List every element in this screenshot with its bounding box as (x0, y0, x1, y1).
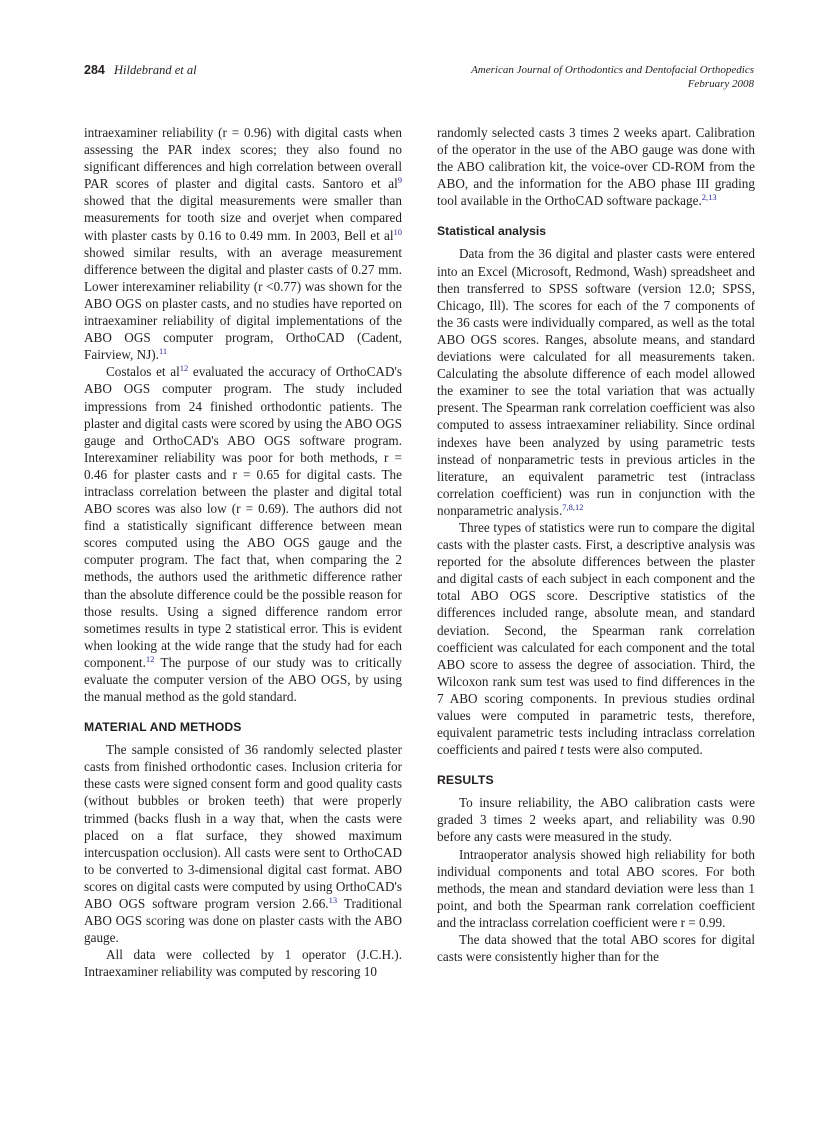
citation-link[interactable]: 7,8,12 (562, 501, 584, 512)
page-number: 284 (84, 63, 105, 77)
citation-link[interactable]: 13 (328, 895, 338, 906)
running-header-right (471, 63, 754, 91)
paragraph: intraexaminer reliability (r = 0.96) with digital casts when assessing the PAR index scores; they also found no significant differences and high correlation between overall PAR scores of plaster and digital casts. Santoro et $al^9$ showed that the digital measurements were smaller than measurements for tooth size and overjet when compared with plaster casts by 0.16 to 0.49 mm. In 2003, Bell et $al^{10}$ showed similar results, with an average measurement difference between the digital and plaster casts of 0.27 mm. Lower interexaminer reliability (r <0.77) was shown for the ABO OGS on plaster casts, and no studies have reported on intraexaminer reliability of digital implementations of the ABO OGS computer program, OrthoCAD (Cadent, Fairview, NJ).$^{11}$ (84, 125, 402, 363)
citation-link[interactable]: 12 (145, 653, 155, 664)
paragraph: Costalos et $al^{12}$ evaluated the accuracy of OrthoCAD's ABO OGS computer program. The study included impressions from 24 finished orthodontic patients. The plaster and digital casts were scored by using the ABO OGS gauge and OrthoCAD's ABO OGS software program. Interexaminer reliability was poor for both methods, r = 0.46 for plaster casts and r = 0.65 for digital casts. The intraclass correlation between the plaster and digital total ABO scores was also low (r = 0.69). The authors did not find a statistically significant difference between mean scores computed using the ABO OGS gauge and the computer program. The fact that, when comparing the 2 methods, the authors used the arithmetic difference rather than the absolute difference could be the possible reason for those results. Using a signed difference random error sometimes results in type 2 statistical error. This is evident when looking at the wide range that the study had for each component.$^{12}$ The purpose of our study was to critically evaluate the computer version of the ABO OGS, by using the manual method as the gold standard. (84, 363, 402, 705)
citation-link[interactable]: 11 (158, 346, 168, 357)
paragraph: The data showed that the total ABO scores for digital casts were consistently higher than for the (437, 932, 755, 965)
citation-link[interactable]: 2,13 (701, 192, 717, 203)
running-authors: Hildebrand et al (113, 63, 197, 77)
running-header-left (84, 63, 197, 78)
paragraph: The sample consisted of 36 randomly selected plaster casts from finished orthodontic cases. Inclusion criteria for these casts were signed consent form and good quality casts (without bubbles or broken teeth) that were properly trimmed (backs flush in a way that, when the casts were placed on a flat surface, they showed maximum intercuspation occlusion). All casts were sent to OrthoCAD to be converted to 3-dimensional digital cast format. ABO scores on digital casts were computed by using OrthoCAD's ABO OGS software program version 2.66.13 Traditional ABO OGS scoring was done on plaster casts with the ABO gauge. (84, 742, 402, 946)
paragraph: Data from the 36 digital and plaster casts were entered into an Excel (Microsoft, Redmond, Wash) spreadsheet and then transferred to SPSS software (version 12.0; SPSS, Chicago, Ill). The scores for each of the 7 components of the 36 casts were individually compared, as well as the total ABO OGS scores. Ranges, absolute means, and standard deviations were calculated for all measurements taken. Calculating the absolute difference of each model allowed the examiner to see the total variation that was actually present. The Spearman rank correlation coefficient was also computed to assess intraexaminer reliability. Since ordinal indexes have been analyzed by using parametric tests instead of nonparametric tests in previous articles in the literature, an equivalent parametric test (intraclass correlation coefficient) was run in conjunction with the nonparametric analysis.$^{7,8,12}$ (437, 246, 755, 518)
paragraph: Intraoperator analysis showed high reliability for both individual components and total ABO scores. For both methods, the mean and standard deviation were less than 1 point, and both the Spearman rank correlation coefficient and the intraclass correlation coefficient were r = 0.99. (437, 846, 755, 930)
citation-link[interactable]: 10 (393, 226, 402, 237)
section-heading-methods: MATERIAL AND METHODS (84, 720, 242, 735)
paragraph: Three types of statistics were run to compare the digital casts with the plaster casts. First, a descriptive analysis was reported for the absolute differences between the plaster and digital casts of each subject in each component and the total ABO OGS score. Descriptive statistics of the differences included range, absolute mean, and standard deviation. Second, the Spearman rank correlation coefficient was calculated for each component and the total ABO score to assess the degree of association. Third, the Wilcoxon rank sum test was used to find differences in the 7 ABO scoring components. In previous studies ordinal values were computed in parametric tests, therefore, equivalent parametric tests including intraclass correlation coefficients and paired t tests were also computed. (437, 519, 755, 758)
issue-date: February 2008 (687, 78, 754, 90)
paragraph: All data were collected by 1 operator (J.C.H.). Intraexaminer reliability was computed by rescoring 10 (84, 947, 402, 980)
journal-title: American Journal of Orthodontics and Dentofacial Orthopedics (471, 64, 754, 76)
left-column (84, 124, 402, 981)
paragraph: To insure reliability, the ABO calibration casts were graded 3 times 2 weeks apart, and reliability was 0.90 before any casts were measured in the study. (437, 795, 755, 845)
paragraph: randomly selected casts 3 times 2 weeks apart. Calibration of the operator in the use of the ABO gauge was done with the ABO calibration kit, the voice-over CD-ROM from the ABO, and the information for the ABO phase III grading tool available in the OrthoCAD software package.$^{2,13}$ (437, 125, 755, 209)
citation-link[interactable]: 12 (179, 363, 189, 374)
section-heading-results: RESULTS (437, 773, 494, 788)
subsection-heading-statistical-analysis: Statistical analysis (437, 224, 547, 239)
citation-link[interactable]: 9 (397, 175, 402, 186)
right-column (437, 124, 755, 965)
